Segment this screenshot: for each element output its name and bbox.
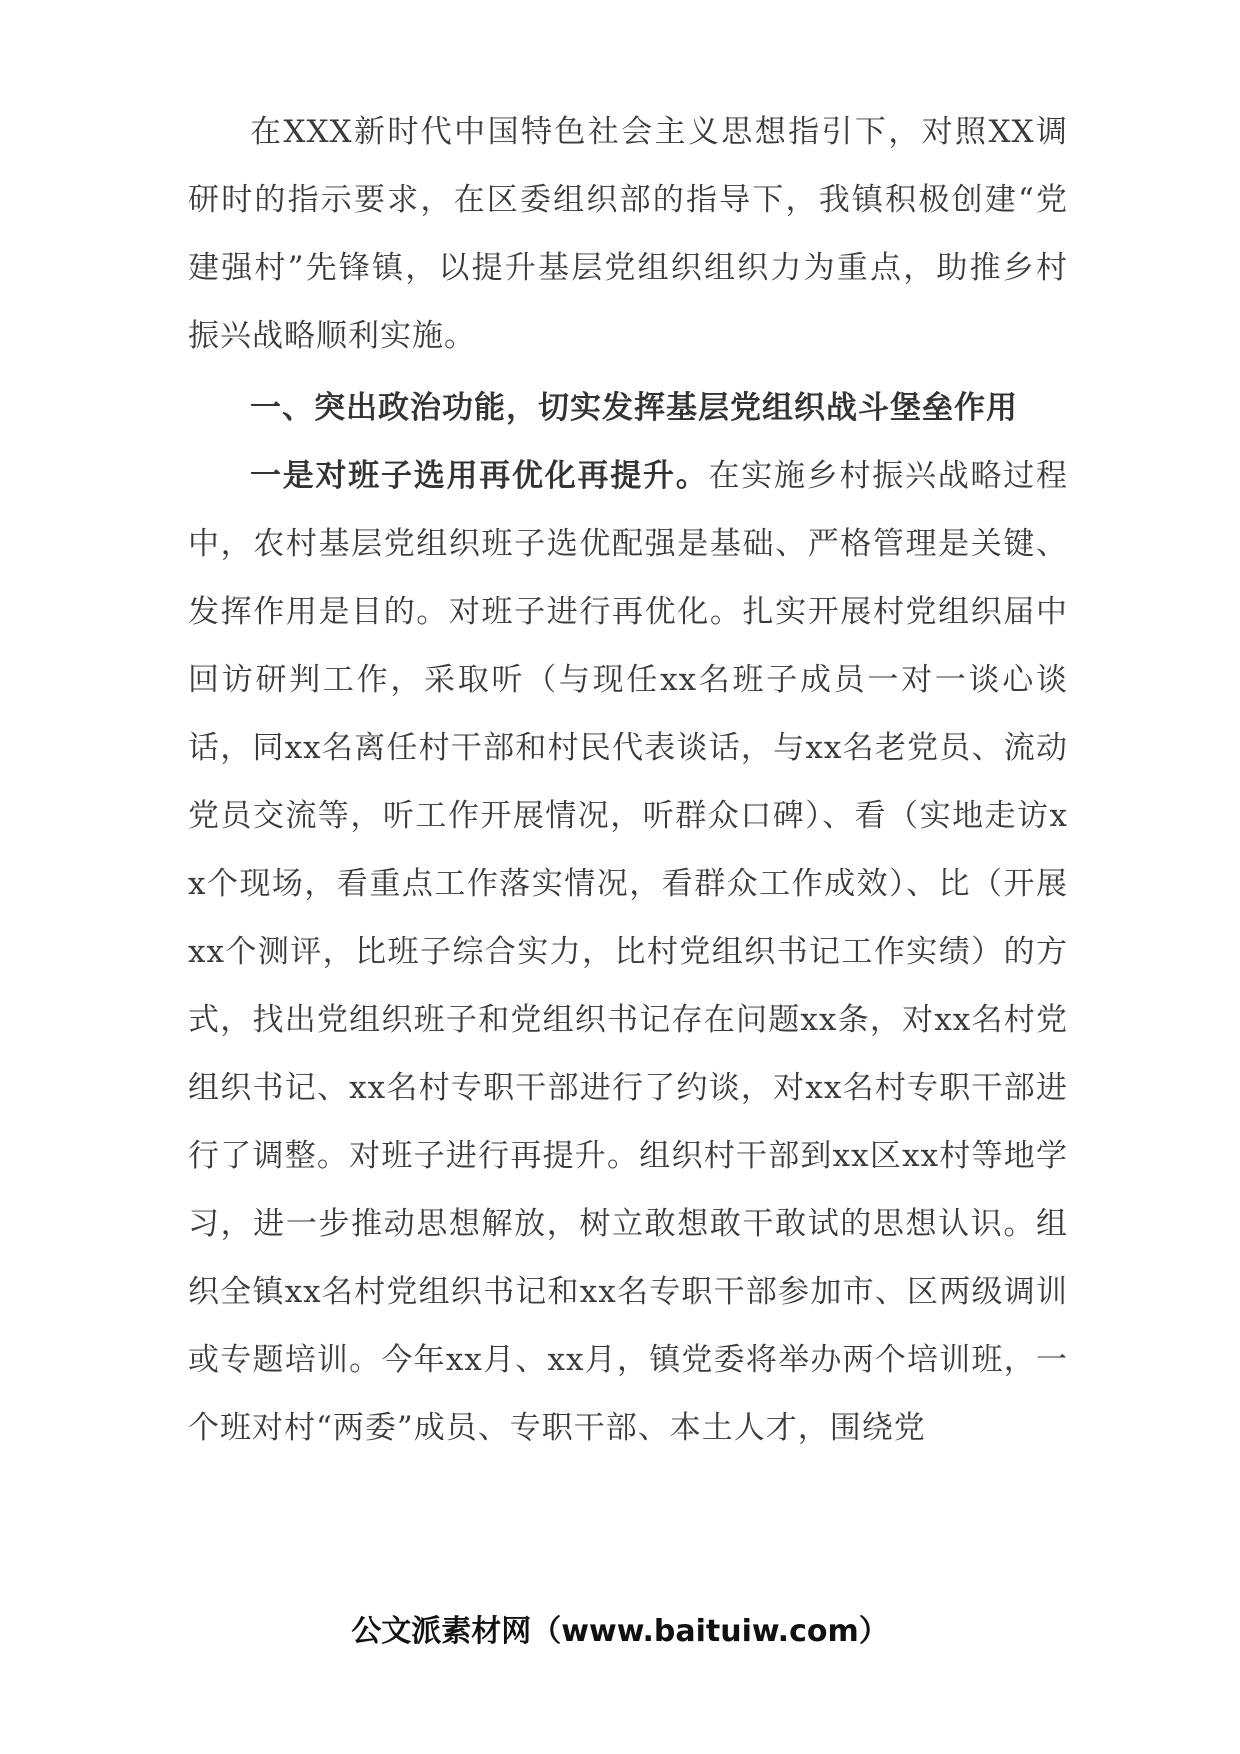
body-paragraph — [188, 442, 1068, 1462]
intro-paragraph: 在XXX新时代中国特色社会主义思想指引下，对照XX调研时的指示要求，在区委组织部的指导下，我镇积极创建“党建强村”先锋镇，以提升基层党组织组织力为重点，助推乡村振兴战略顺利实施。 — [188, 114, 1068, 354]
document-body — [188, 98, 1068, 1462]
footer-watermark: 公文派素材网（www.baituiw.com） — [351, 1614, 889, 1649]
paragraph-text: 在实施乡村振兴战略过程中，农村基层党组织班子选优配强是基础、严格管理是关键、发挥作用是目的。对班子进行再优化。扎实开展村党组织届中回访研判工作，采取听（与现任xx名班子成员一对一谈心谈话，同xx名离任村干部和村民代表谈话，与xx名老党员、流动党员交流等，听工作开展情况，听群众口碑）、看（实地走访xx个现场，看重点工作落实情况，看群众工作成效）、比（开展xx个测评，比班子综合实力，比村党组织书记工作实绩）的方式，找出党组织班子和党组织书记存在问题xx条，对xx名村党组织书记、xx名村专职干部进行了约谈，对xx名村专职干部进行了调整。对班子进行再提升。组织村干部到xx区xx村等地学习，进一步推动思想解放，树立敢想敢干敢试的思想认识。组织全镇xx名村党组织书记和xx名专职干部参加市、区两级调训或专题培训。今年xx月、xx月，镇党委将举办两个培训班，一个班对村“两委”成员、专职干部、本土人才，围绕党 — [188, 458, 1068, 1446]
paragraph-lead: 一是对班子选用再优化再提升。 — [250, 458, 709, 494]
section-heading: 一、突出政治功能，切实发挥基层党组织战斗堡垒作用 — [250, 390, 1018, 426]
